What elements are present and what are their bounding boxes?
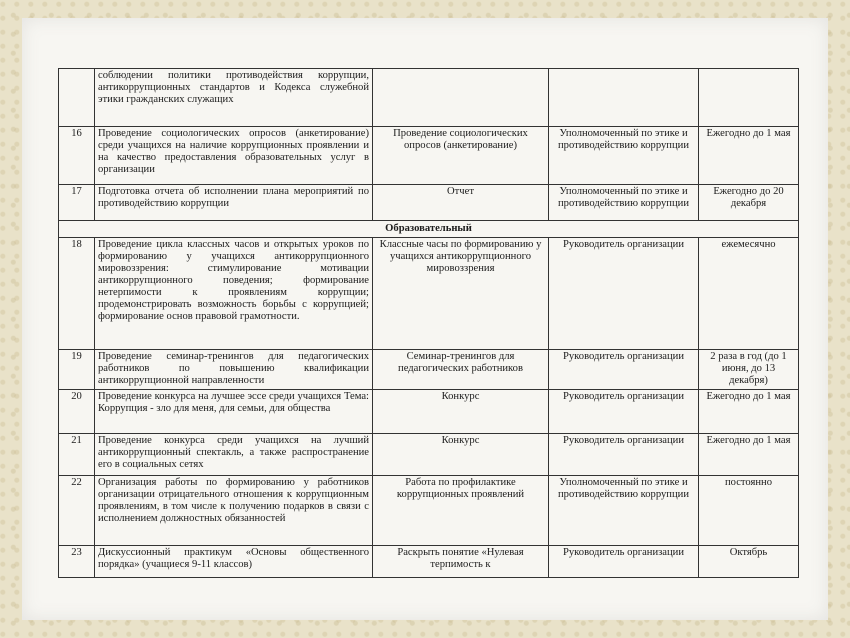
activity-cell: Проведение цикла классных часов и открытых уроков по формированию у учащихся антикоррупционного мировоззрения: стимулирование мотивации антикоррупционного поведения; формирование нетерпимости к проявлениям коррупции; продемонстрировать возможность борьбы с коррупцией; формирование основ правовой грамотности. <box>95 238 373 350</box>
activity-cell: Проведение конкурса среди учащихся на лучший антикоррупционный спектакль, а также распространение его в социальных сетях <box>95 434 373 476</box>
row-number: 21 <box>59 434 95 476</box>
deadline-cell <box>699 69 799 127</box>
responsible-cell: Руководитель организации <box>549 434 699 476</box>
row-number: 18 <box>59 238 95 350</box>
form-cell: Конкурс <box>373 434 549 476</box>
responsible-cell: Уполномоченный по этике и противодействию коррупции <box>549 127 699 185</box>
table-row <box>59 69 799 127</box>
row-number <box>59 69 95 127</box>
form-cell: Раскрыть понятие «Нулевая терпимость к <box>373 546 549 578</box>
table-row <box>59 434 799 476</box>
table-row <box>59 546 799 578</box>
form-cell: Конкурс <box>373 390 549 434</box>
deadline-cell: ежемесячно <box>699 238 799 350</box>
responsible-cell: Руководитель организации <box>549 390 699 434</box>
responsible-cell: Руководитель организации <box>549 350 699 390</box>
row-number: 23 <box>59 546 95 578</box>
deadline-cell: Ежегодно до 1 мая <box>699 434 799 476</box>
deadline-cell: 2 раза в год (до 1 июня, до 13 декабря) <box>699 350 799 390</box>
responsible-cell: Руководитель организации <box>549 546 699 578</box>
table-row <box>59 476 799 546</box>
activity-cell: Проведение конкурса на лучшее эссе среди учащихся Тема: Коррупция - зло для меня, для семьи, для общества <box>95 390 373 434</box>
deadline-cell: постоянно <box>699 476 799 546</box>
anticorruption-plan-table <box>58 68 799 578</box>
section-header-row <box>59 221 799 238</box>
row-number: 19 <box>59 350 95 390</box>
table-row <box>59 390 799 434</box>
deadline-cell: Октябрь <box>699 546 799 578</box>
row-number: 20 <box>59 390 95 434</box>
form-cell <box>373 69 549 127</box>
row-number: 17 <box>59 185 95 221</box>
form-cell: Работа по профилактике коррупционных проявлений <box>373 476 549 546</box>
activity-cell: Подготовка отчета об исполнении плана мероприятий по противодействию коррупции <box>95 185 373 221</box>
activity-cell: Дискуссионный практикум «Основы общественного порядка» (учащиеся 9-11 классов) <box>95 546 373 578</box>
deadline-cell: Ежегодно до 1 мая <box>699 390 799 434</box>
activity-cell: Организация работы по формированию у работников организации отрицательного отношения к коррупционным проявлениям, в том числе к получению подарков в связи с исполнением должностных обязанностей <box>95 476 373 546</box>
deadline-cell: Ежегодно до 20 декабря <box>699 185 799 221</box>
responsible-cell: Руководитель организации <box>549 238 699 350</box>
responsible-cell: Уполномоченный по этике и противодействию коррупции <box>549 476 699 546</box>
responsible-cell <box>549 69 699 127</box>
activity-cell: соблюдении политики противодействия коррупции, антикоррупционных стандартов и Кодекса служебной этики гражданских служащих <box>95 69 373 127</box>
responsible-cell: Уполномоченный по этике и противодействию коррупции <box>549 185 699 221</box>
table-row <box>59 185 799 221</box>
form-cell: Проведение социологических опросов (анкетирование) <box>373 127 549 185</box>
form-cell: Семинар-тренингов для педагогических работников <box>373 350 549 390</box>
form-cell: Классные часы по формированию у учащихся антикоррупционного мировоззрения <box>373 238 549 350</box>
row-number: 16 <box>59 127 95 185</box>
table-row <box>59 350 799 390</box>
row-number: 22 <box>59 476 95 546</box>
form-cell: Отчет <box>373 185 549 221</box>
activity-cell: Проведение семинар-тренингов для педагогических работников по повышению квалификации антикоррупционной направленности <box>95 350 373 390</box>
table-row <box>59 127 799 185</box>
table-row <box>59 238 799 350</box>
deadline-cell: Ежегодно до 1 мая <box>699 127 799 185</box>
activity-cell: Проведение социологических опросов (анкетирование) среди учащихся на наличие коррупционных проявлении и на качество предоставления образовательных услуг в организации <box>95 127 373 185</box>
section-title: Образовательный <box>59 221 799 238</box>
